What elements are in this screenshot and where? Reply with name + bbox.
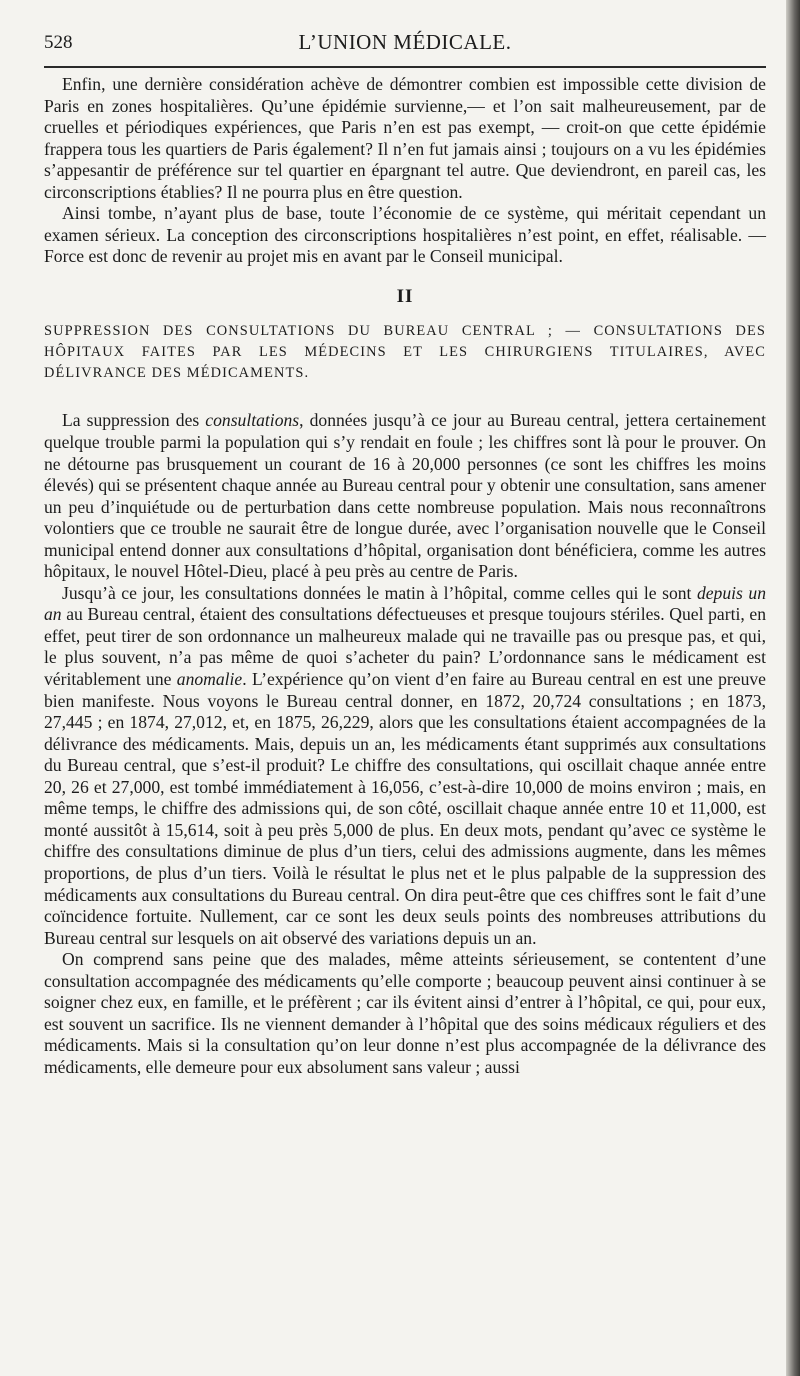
paragraph-intro-1: Enfin, une dernière considération achève de démontrer combien est impossible cette division de Paris en zones hospitalières. Qu’une épidémie survienne,— et l’on sait malheureusement, par de cruelles et périodiques expériences, que Paris n’en est pas exempt, — croit-on que cette épidémie frappera tous les quartiers de Paris également? Il n’en fut jamais ainsi ; toujours on a vu les épidémies s’appesantir de préférence sur tel quartier en épargnant tel autre. Que deviendront, en pareil cas, les circonscriptions établies? Il ne pourra plus en être question. [44, 74, 766, 202]
paragraph-intro-2: Ainsi tombe, n’ayant plus de base, toute l’économie de ce système, qui méritait cependant un examen sérieux. La conception des circonscriptions hospitalières n’est point, en effet, réalisable. — Force est donc de revenir au projet mis en avant par le Conseil municipal. [44, 203, 766, 267]
emphasis: consultations [205, 410, 300, 431]
text-run: . L’expérience qu’on vient d’en faire au Bureau central en est une preuve bien manifeste. Nous voyons le Bureau central donner, en 1872, 20,724 consultations ; en 1873, 27,445 ; en 1874, 27,012, et, en 1875, 26,229, alors que les consultations étaient accompagnées de la délivrance des médicaments. Mais, depuis un an, les médicaments étant supprimés aux consultations du Bureau central, que s’est-il produit? Le chiffre des consultations, qui oscillait chaque année entre 20, 26 et 27,000, est tombé immédiatement à 16,056, c’est-à-dire 10,000 de moins environ ; mais, en même temps, le chiffre des admissions qui, de son côté, oscillait chaque année entre 10 et 11,000, est monté aussitôt à 15,614, soit à peu près 5,000 de plus. En deux mots, pendant qu’avec ce système le chiffre des consultations diminue de plus d’un tiers, celui des admissions augmente, dans les mêmes proportions, de plus d’un tiers. Voilà le résultat le plus net et le plus palpable de la suppression des médicaments aux consultations du Bureau central. On dira peut-être que ces chiffres sont le fait d’une coïncidence fortuite. Nullement, car ce sont les deux seuls points des nombreuses attributions du Bureau central sur lesquels on ait observé des variations depuis un an. [44, 669, 766, 948]
text-run: La suppression des [62, 410, 206, 431]
text-run: Jusqu’à ce jour, les consultations données le matin à l’hôpital, comme celles qui le sont [62, 582, 697, 603]
page-edge-shadow [786, 0, 800, 1376]
text-run: au Bureau central, étaient des consultations défectueuses et presque toujours stériles. Quel parti, en effet, peut tirer de son ordonnance un malheureux malade qui ne travaille pas ou presque pas, et qui, le plus souvent, n’a pas même de quoi s’acheter du pain? L’ordonnance sans le médicament est véritablement une [44, 604, 766, 690]
emphasis: anomalie [176, 669, 243, 690]
emphasis: depuis un an [44, 582, 766, 625]
page-header [44, 30, 766, 60]
paragraph-section-2 [44, 583, 766, 949]
paragraph-section-3: On comprend sans peine que des malades, même atteints sérieusement, se contentent d’une consultation accompagnée des médicaments qu’elle comporte ; beaucoup peuvent ainsi continuer à se soigner chez eux, en famille, et le préfèrent ; car ils évitent ainsi d’entrer à l’hôpital, ce qui, pour eux, est souvent un sacrifice. Ils ne viennent demander à l’hôpital que des soins médicaux réguliers et des médicaments. Mais si la consultation qu’on leur donne n’est plus accompagnée de la délivrance des médicaments, elle demeure pour eux absolument sans valeur ; aussi [44, 949, 766, 1077]
section-number: II [396, 285, 414, 307]
paragraph-section-1 [44, 410, 766, 582]
running-title: L’UNION MÉDICALE. [298, 30, 512, 54]
section-heading: SUPPRESSION DES CONSULTATIONS DU BUREAU CENTRAL ; — CONSULTATIONS DES HÔPITAUX FAITES PAR LES MÉDECINS ET LES CHIRURGIENS TITULAIRES, AVEC DÉLIVRANCE DES MÉDICAMENTS. [44, 323, 766, 382]
page-number: 528 [44, 32, 73, 53]
body-text [44, 74, 766, 1078]
header-rule [44, 66, 766, 68]
text-run: , données jusqu’à ce jour au Bureau central, jettera certainement quelque trouble parmi la population qui s’y rendait en foule ; les chiffres sont là pour le prouver. On ne détourne pas brusquement un courant de 16 à 20,000 personnes (ce sont les chiffres les moins élevés) qui se présentent chaque année au Bureau central pour y obtenir une consultation, sans amener un peu d’inquiétude ou de perturbation dans cette nombreuse population. Mais nous reconnaîtrons volontiers que ce trouble ne saurait être de longue durée, avec l’organisation nouvelle que le Conseil municipal entend donner aux consultations d’hôpital, organisation dont bénéficiera, comme les autres hôpitaux, le nouvel Hôtel-Dieu, placé à peu près au centre de Paris. [44, 410, 766, 582]
